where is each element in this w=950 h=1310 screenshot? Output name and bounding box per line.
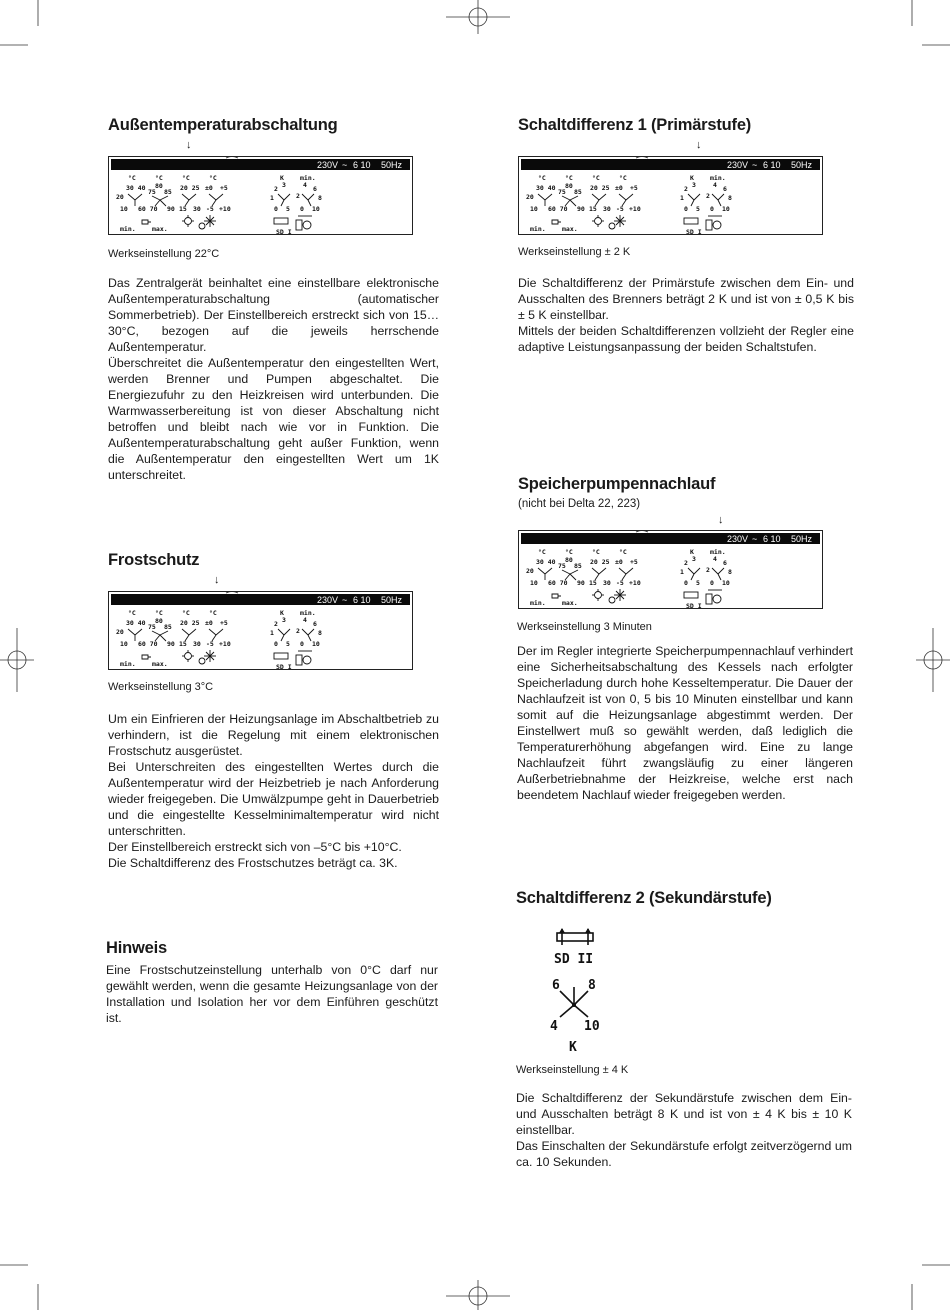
scale-label: 30 [193,205,201,213]
scale-label: ±0 [205,184,213,192]
body-text [516,1090,852,1170]
freq-label: 50Hz [791,534,813,544]
scale-label: 85 [164,188,172,196]
sd1-label: SD I [276,228,292,236]
max-label: max. [562,225,578,233]
scale-label: 80 [155,182,163,190]
unit-c-label: °C [538,174,546,182]
scale-label: 20 25 [180,619,200,627]
min-label: min. [120,225,136,233]
scale-k-label: 6 [723,559,727,567]
scale-label: 20 [526,567,534,575]
section-subtitle: (nicht bei Delta 22, 223) [518,498,641,510]
scale-label: 30 [193,640,201,648]
unit-c-label: °C [155,174,163,182]
scale-label: 10 [530,579,538,587]
scale-k-label: 4 [303,181,307,189]
arrow-down-icon: ↓ [718,514,724,526]
arrow-down-icon: ↓ [696,139,702,151]
unit-c-label: °C [592,174,600,182]
scale-k-label: 0 [684,579,688,587]
scale-label: +5 [630,184,638,192]
scale-label: 85 [574,562,582,570]
voltage-label: 230V [317,160,339,170]
scale-label: +5 [220,619,228,627]
scale-label: +10 [629,579,641,587]
section-title-hinweis: Hinweis [106,939,167,957]
scale-label: 60 70 [138,640,158,648]
body-text [108,711,439,871]
max-label: max. [562,599,578,607]
scale-label: 15 [179,640,187,648]
panel-svg [518,156,824,236]
scale-k-label: 0 [300,205,304,213]
scale-label: 20 [526,193,534,201]
scale-label: 15 [179,205,187,213]
scale-label: 15 [589,579,597,587]
unit-c-label: °C [128,609,136,617]
voltage-label: 230V [727,160,749,170]
unit-c-label: °C [592,548,600,556]
scale-k-label: 0 [710,579,714,587]
tilde-symbol: ~ [752,160,758,170]
scale-label: -5 [616,579,624,587]
scale-k-label: 0 [274,640,278,648]
scale-k-label: 2 [274,620,278,628]
paragraph: Der Einstellbereich erstreckt sich von –5°C bis +10°C. [108,840,402,854]
scale-k-label: 6 [313,185,317,193]
fuse-label: 6 10 [763,160,781,170]
sd1-label: SD I [686,602,702,610]
sd1-label: SD I [276,663,292,671]
panel-svg [518,530,824,610]
freq-label: 50Hz [791,160,813,170]
arrow-down-icon: ↓ [214,574,220,586]
scale-label: 80 [565,182,573,190]
max-label: max. [152,225,168,233]
paragraph: Das Zentralgerät beinhaltet eine einstellbare elektronische Außentemperaturabschaltung (automatischer Sommerbetrieb). Der Einstellbereich erstreckt sich von 15…30°C, bezogen auf die jeweils herrschende Außentemperatur. [108,276,439,354]
paragraph: Mittels der beiden Schaltdifferenzen vollzieht der Regler eine adaptive Leistungsanpassung der beiden Schaltstufen. [518,324,854,354]
unit-k-label: K [280,609,284,617]
body-text [108,275,439,483]
scale-label: 30 [603,205,611,213]
max-label: max. [152,660,168,668]
scale-label: 20 25 [180,184,200,192]
scale-label: +5 [220,184,228,192]
caption-werkseinstellung: Werkseinstellung 22°C [108,248,220,260]
tilde-symbol: ~ [342,595,348,605]
scale-k-label: 1 [270,194,274,202]
control-panel-diagram [518,156,824,241]
scale-label: +5 [630,558,638,566]
unit-c-label: °C [182,609,190,617]
scale-k-label: 2 [684,559,688,567]
unit-c-label: °C [565,548,573,556]
scale-label: 75 [148,188,156,196]
scale-k-label: 0 [300,640,304,648]
body-text [106,962,438,1026]
scale-label: 75 [148,623,156,631]
scale-k-label: 4 [713,181,717,189]
scale-label: -5 [616,205,624,213]
scale-label: 90 [167,640,175,648]
scale-label: 30 40 [126,619,146,627]
scale-k-label: 2 [274,185,278,193]
scale-k-label: 3 [692,555,696,563]
scale-label: 60 70 [138,205,158,213]
scale-label: 20 25 [590,558,610,566]
scale-label: 80 [155,617,163,625]
fuse-label: 6 10 [353,160,371,170]
scale-k-label: 5 [696,205,700,213]
scale-k-label: 6 [723,185,727,193]
section-title-speicherpumpennachlauf: Speicherpumpennachlauf [518,475,716,493]
scale-label: 75 [558,188,566,196]
unit-min-label: min. [300,174,316,182]
scale-k-label: 5 [286,640,290,648]
unit-c-label: °C [538,548,546,556]
sd2-label: SD II [554,952,594,967]
scale-label: 90 [577,579,585,587]
scale-k-label: 6 [313,620,317,628]
unit-min-label: min. [710,174,726,182]
unit-c-label: °C [565,174,573,182]
scale-k-label: 10 [722,579,730,587]
scale-label: 85 [164,623,172,631]
min-label: min. [530,225,546,233]
tilde-symbol: ~ [752,534,758,544]
scale-label: 30 40 [536,558,556,566]
scale-k-label: 10 [722,205,730,213]
scale-label: 85 [574,188,582,196]
scale-label: 20 [116,193,124,201]
caption-werkseinstellung: Werkseinstellung ± 2 K [518,246,631,258]
dial-label: 4 [550,1019,558,1034]
paragraph: Bei Unterschreiten des eingestellten Wertes durch die Außentemperatur wird der Heizbetrieb je nach Anforderung wieder freigegeben. Die Umwälzpumpe geht in Dauerbetrieb und die eingestellte Kesselminimaltemperatur wird nicht unterschritten. [108,760,439,838]
scale-k-label: 2 [706,566,710,574]
scale-label: 90 [167,205,175,213]
body-text [517,643,853,803]
scale-label: 60 70 [548,205,568,213]
scale-k-label: 3 [282,616,286,624]
scale-k-label: 5 [696,579,700,587]
scale-k-label: 0 [684,205,688,213]
scale-k-label: 1 [680,568,684,576]
scale-k-label: 3 [282,181,286,189]
unit-c-label: °C [619,548,627,556]
paragraph: Die Schaltdifferenz der Primärstufe zwischen dem Ein- und Ausschalten des Brenners beträgt 2 K und ist von ± 0,5 K bis ± 5 K einstellbar. [518,276,854,322]
section-title-frostschutz: Frostschutz [108,551,200,569]
unit-c-label: °C [182,174,190,182]
control-panel-diagram [108,591,414,676]
tilde-symbol: ~ [342,160,348,170]
scale-k-label: 10 [312,640,320,648]
scale-label: -5 [206,205,214,213]
scale-k-label: 2 [706,192,710,200]
unit-k-label: K [280,174,284,182]
control-panel-diagram [518,530,824,615]
scale-k-label: 8 [728,194,732,202]
paragraph: Das Einschalten der Sekundärstufe erfolgt zeitverzögernd um ca. 10 Sekunden. [516,1139,852,1169]
scale-k-label: 4 [303,616,307,624]
unit-min-label: min. [710,548,726,556]
scale-label: +10 [629,205,641,213]
dial-label: 8 [588,978,596,993]
dial-label: 6 [552,978,560,993]
scale-label: 15 [589,205,597,213]
paragraph: Die Schaltdifferenz des Frostschutzes beträgt ca. 3K. [108,856,398,870]
section-title-aussentemperaturabschaltung: Außentemperaturabschaltung [108,116,338,134]
unit-c-label: °C [128,174,136,182]
dial-label: 10 [584,1019,600,1034]
scale-label: 10 [120,640,128,648]
arrow-down-icon: ↓ [186,139,192,151]
scale-label: 90 [577,205,585,213]
scale-label: ±0 [615,184,623,192]
scale-label: 30 [603,579,611,587]
scale-label: ±0 [205,619,213,627]
voltage-label: 230V [727,534,749,544]
scale-label: 30 40 [536,184,556,192]
section-title-schaltdifferenz-1: Schaltdifferenz 1 (Primärstufe) [518,116,752,134]
paragraph: Die Schaltdifferenz der Sekundärstufe zwischen dem Ein- und Ausschalten beträgt 8 K und ist von ± 4 K bis ± 10 K einstellbar. [516,1091,852,1137]
paragraph: Der im Regler integrierte Speicherpumpennachlauf verhindert eine Sicherheitsabschaltung des Kessels nach erfolgter Speicherladung durch hohe Kesseltemperatur. Die Dauer der Nachlaufzeit ist von 0, 5 bis 10 Minuten einstellbar und kann somit auf die Heizungsanlage abgestimmt werden. Der Einstellwert muß so gewählt werden, daß lediglich die Temperaturerhöhung abgefangen wird. Eine zu lange Nachlaufzeit führt zwangsläufig zu einer längeren Außerbetriebnahme der Heizkreise, welche erst nach beendetem Nachlauf wieder freigegeben werden. [517,644,853,802]
dial-unit-label: K [569,1040,577,1055]
scale-k-label: 5 [286,205,290,213]
scale-k-label: 8 [318,194,322,202]
scale-label: 60 70 [548,579,568,587]
scale-k-label: 2 [296,192,300,200]
scale-k-label: 1 [680,194,684,202]
freq-label: 50Hz [381,160,403,170]
scale-label: 10 [120,205,128,213]
unit-min-label: min. [300,609,316,617]
sd1-label: SD I [686,228,702,236]
scale-label: +10 [219,205,231,213]
fuse-label: 6 10 [353,595,371,605]
scale-k-label: 1 [270,629,274,637]
scale-k-label: 8 [728,568,732,576]
scale-label: +10 [219,640,231,648]
unit-c-label: °C [155,609,163,617]
scale-label: 20 [116,628,124,636]
sd2-dial-diagram [540,925,620,1055]
scale-label: ±0 [615,558,623,566]
scale-k-label: 3 [692,181,696,189]
min-label: min. [120,660,136,668]
scale-k-label: 8 [318,629,322,637]
caption-werkseinstellung: Werkseinstellung 3°C [108,681,214,693]
paragraph: Überschreitet die Außentemperatur den eingestellten Wert, werden Brenner und Pumpen abgeschaltet. Die Energiezufuhr zu den Heizkreisen wird unterbunden. Die Warmwasserbereitung ist von dieser Abschaltung nicht betroffen und bleibt nach wie vor in Funktion. Die Außentemperaturabschaltung geht außer Funktion, wenn die Außentemperatur den eingestellten Wert um 1K unterschreitet. [108,356,439,482]
freq-label: 50Hz [381,595,403,605]
unit-k-label: K [690,174,694,182]
panel-svg [108,156,414,236]
section-title-schaltdifferenz-2: Schaltdifferenz 2 (Sekundärstufe) [516,889,772,907]
scale-k-label: 0 [710,205,714,213]
caption-werkseinstellung: Werkseinstellung 3 Minuten [517,621,652,633]
voltage-label: 230V [317,595,339,605]
caption-werkseinstellung: Werkseinstellung ± 4 K [516,1064,629,1076]
control-panel-diagram [108,156,414,241]
scale-label: 75 [558,562,566,570]
scale-label: 10 [530,205,538,213]
scale-label: -5 [206,640,214,648]
scale-label: 30 40 [126,184,146,192]
scale-k-label: 2 [684,185,688,193]
unit-k-label: K [690,548,694,556]
scale-k-label: 0 [274,205,278,213]
scale-label: 80 [565,556,573,564]
min-label: min. [530,599,546,607]
unit-c-label: °C [209,609,217,617]
panel-svg [108,591,414,671]
paragraph: Eine Frostschutzeinstellung unterhalb von 0°C darf nur gewählt werden, wenn die gesamte Heizungsanlage von der Installation und Isolation her vor dem Einführen geschützt ist. [106,963,438,1025]
scale-k-label: 4 [713,555,717,563]
unit-c-label: °C [209,174,217,182]
paragraph: Um ein Einfrieren der Heizungsanlage im Abschaltbetrieb zu verhindern, ist die Regelung mit einem elektronischen Frostschutz ausgerüstet. [108,712,439,758]
scale-k-label: 10 [312,205,320,213]
scale-label: 20 25 [590,184,610,192]
scale-k-label: 2 [296,627,300,635]
unit-c-label: °C [619,174,627,182]
fuse-label: 6 10 [763,534,781,544]
body-text [518,275,854,355]
